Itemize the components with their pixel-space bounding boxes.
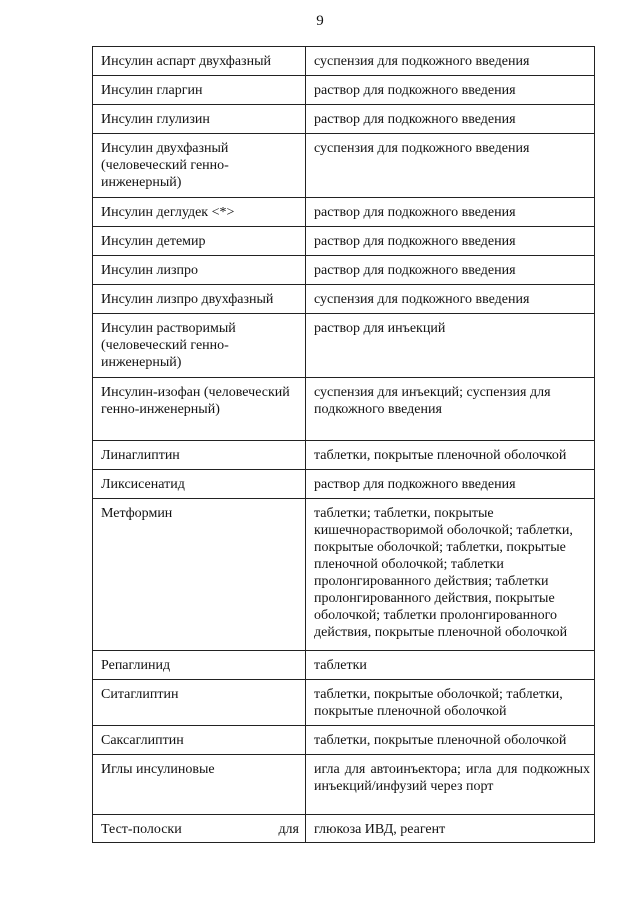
drug-name-cell: Инсулин двухфазный (человеческий генно-инженерный)	[93, 134, 306, 198]
table-row	[93, 314, 595, 378]
dosage-form-cell: раствор для подкожного введения	[306, 470, 595, 499]
drug-name-cell: Инсулин аспарт двухфазный	[93, 47, 306, 76]
drug-table	[92, 46, 595, 843]
dosage-form-cell: таблетки, покрытые пленочной оболочкой	[306, 441, 595, 470]
table-row	[93, 105, 595, 134]
drug-name-cell: Инсулин растворимый (человеческий генно-инженерный)	[93, 314, 306, 378]
page-number: 9	[316, 13, 324, 29]
dosage-form-cell: таблетки	[306, 651, 595, 680]
table-row	[93, 134, 595, 198]
table-row	[93, 815, 595, 843]
dosage-form-cell: раствор для подкожного введения	[306, 256, 595, 285]
table-row	[93, 256, 595, 285]
dosage-form-cell: суспензия для подкожного введения	[306, 134, 595, 198]
dosage-form-cell: раствор для инъекций	[306, 314, 595, 378]
drug-name-cell: Ликсисенатид	[93, 470, 306, 499]
table-row	[93, 47, 595, 76]
table-row	[93, 726, 595, 755]
dosage-form-cell: суспензия для подкожного введения	[306, 47, 595, 76]
drug-name-cell: Саксаглиптин	[93, 726, 306, 755]
drug-name-cell	[93, 815, 306, 843]
dosage-form-cell: суспензия для подкожного введения	[306, 285, 595, 314]
table-row	[93, 499, 595, 651]
dosage-form-cell: раствор для подкожного введения	[306, 227, 595, 256]
table-row	[93, 441, 595, 470]
drug-name-part: Тест-полоски	[101, 822, 182, 837]
dosage-form-cell: раствор для подкожного введения	[306, 76, 595, 105]
drug-name-part: для	[278, 822, 299, 837]
drug-name-cell: Линаглиптин	[93, 441, 306, 470]
table-row	[93, 227, 595, 256]
drug-name-cell: Метформин	[93, 499, 306, 651]
table-row	[93, 285, 595, 314]
dosage-form-cell: таблетки, покрытые оболочкой; таблетки, покрытые пленочной оболочкой	[306, 680, 595, 726]
dosage-form-cell: суспензия для инъекций; суспензия для подкожного введения	[306, 378, 595, 441]
table-row	[93, 198, 595, 227]
dosage-form-cell: игла для автоинъектора; игла для подкожных инъекций/инфузий через порт	[306, 755, 595, 815]
drug-name-cell: Инсулин глулизин	[93, 105, 306, 134]
drug-name-split	[101, 821, 299, 838]
drug-name-cell: Инсулин деглудек <*>	[93, 198, 306, 227]
drug-name-cell: Репаглинид	[93, 651, 306, 680]
dosage-form-cell: раствор для подкожного введения	[306, 105, 595, 134]
drug-name-cell: Инсулин детемир	[93, 227, 306, 256]
dosage-form-cell: глюкоза ИВД, реагент	[306, 815, 595, 843]
drug-name-cell: Инсулин гларгин	[93, 76, 306, 105]
table-row	[93, 651, 595, 680]
table-row	[93, 378, 595, 441]
drug-name-cell: Ситаглиптин	[93, 680, 306, 726]
drug-name-cell: Иглы инсулиновые	[93, 755, 306, 815]
table-row	[93, 76, 595, 105]
drug-name-cell: Инсулин-изофан (человеческий генно-инженерный)	[93, 378, 306, 441]
drug-name-cell: Инсулин лизпро	[93, 256, 306, 285]
table-row	[93, 755, 595, 815]
dosage-form-cell: таблетки, покрытые пленочной оболочкой	[306, 726, 595, 755]
table-row	[93, 680, 595, 726]
drug-name-cell: Инсулин лизпро двухфазный	[93, 285, 306, 314]
dosage-form-cell: раствор для подкожного введения	[306, 198, 595, 227]
table-row	[93, 470, 595, 499]
dosage-form-cell: таблетки; таблетки, покрытые кишечнорастворимой оболочкой; таблетки, покрытые оболочкой; таблетки, покрытые пленочной оболочкой; таблетки пролонгированного действия; таблетки пролонгированного действия, покрытые оболочкой; таблетки пролонгированного действия, покрытые пленочной оболочкой	[306, 499, 595, 651]
